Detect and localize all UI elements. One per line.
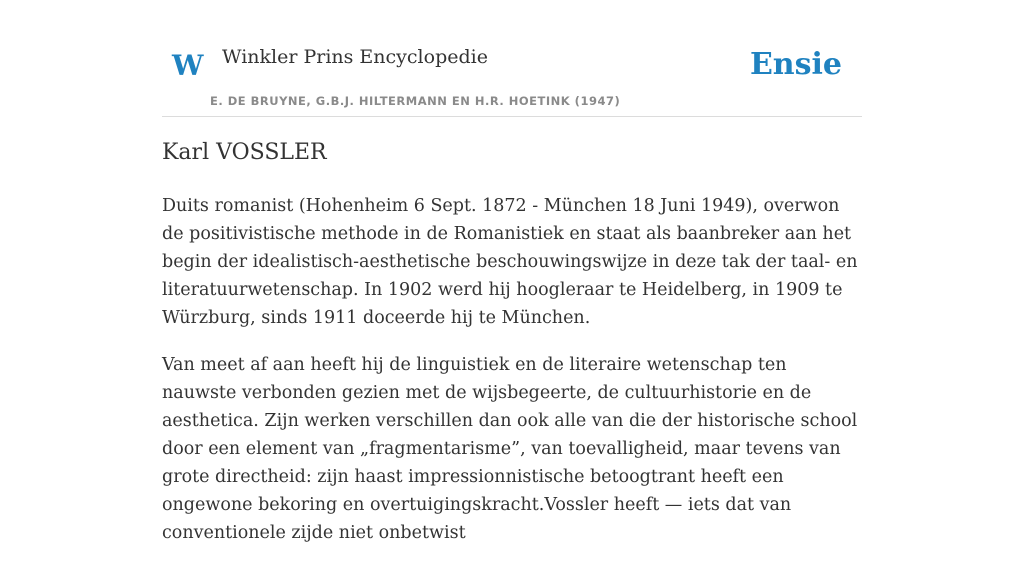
authors-line: E. DE BRUYNE, G.B.J. HILTERMANN EN H.R. HOETINK (1947) — [210, 94, 621, 108]
encyclopedia-title[interactable]: Winkler Prins Encyclopedie — [222, 46, 488, 68]
site-header — [162, 0, 862, 117]
winkler-prins-logo[interactable]: W — [172, 49, 204, 82]
article-paragraph: Van meet af aan heeft hij de linguistiek en de literaire wetenschap ten nauwste verbonden gezien met de wijsbegeerte, de cultuurhistorie en de aesthetica. Zijn werken verschillen dan ook alle van die der historische school door een element van „fragmentarisme”, van toevalligheid, maar tevens van grote directheid: zijn haast impressionnistische betoogtrant heeft een ongewone bekoring en overtuigingskracht.Vossler heeft — iets dat van conventionele zijde niet onbetwist — [162, 355, 858, 543]
ensie-logo[interactable]: Ensie — [749, 47, 842, 82]
article-title: Karl VOSSLER — [162, 140, 327, 165]
article-body — [162, 192, 862, 566]
article-paragraph: Duits romanist (Hohenheim 6 Sept. 1872 - München 18 Juni 1949), overwon de positivistische methode in de Romanistiek en staat als baanbreker aan het begin der idealistisch-aesthetische beschouwingswijze in deze tak der taal- en literatuurwetenschap. In 1902 werd hij hoogleraar te Heidelberg, in 1909 te Würzburg, sinds 1911 doceerde hij te München. — [162, 196, 858, 328]
